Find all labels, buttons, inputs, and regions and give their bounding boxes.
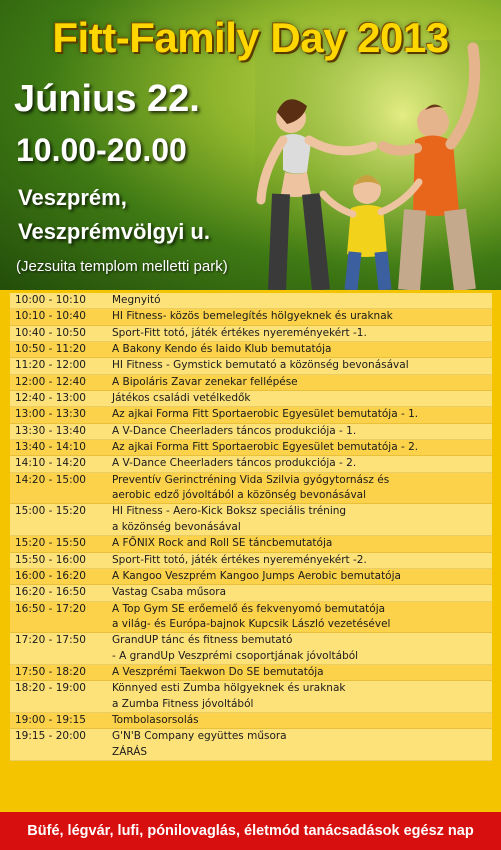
schedule-time: 16:50 - 17:20 xyxy=(15,602,86,615)
schedule-row xyxy=(10,326,492,342)
schedule-time: 13:40 - 14:10 xyxy=(15,441,86,454)
hero-banner xyxy=(0,0,501,290)
schedule-event: A FŐNIX Rock and Roll SE táncbemutatója xyxy=(112,537,333,550)
schedule-time: 15:20 - 15:50 xyxy=(15,537,86,550)
schedule-event: HI Fitness- közös bemelegítés hölgyeknek és uraknak xyxy=(112,310,393,323)
schedule-time: 15:50 - 16:00 xyxy=(15,553,86,566)
schedule-event: Az ajkai Forma Fitt Sportaerobic Egyesület bemutatója - 1. xyxy=(112,408,419,421)
schedule-row xyxy=(10,536,492,552)
schedule-row xyxy=(10,358,492,374)
schedule-event: Tombolasorsolás xyxy=(112,713,199,726)
footer-text: Büfé, légvár, lufi, pónilovaglás, életmód tanácsadások egész nap xyxy=(27,823,474,839)
schedule-event: Játékos családi vetélkedők xyxy=(112,392,251,405)
schedule-time: 16:00 - 16:20 xyxy=(15,569,86,582)
schedule-event: Az ajkai Forma Fitt Sportaerobic Egyesület bemutatója - 2. xyxy=(112,441,419,454)
schedule-event: A V-Dance Cheerladers táncos produkciója - 2. xyxy=(112,457,357,470)
schedule-event: A Top Gym SE erőemelő és fekvenyomó bemutatója a világ- és Európa-bajnok Kupcsik László vezetésével xyxy=(112,602,391,630)
schedule-event: Vastag Csaba műsora xyxy=(112,586,227,599)
schedule-time: 11:20 - 12:00 xyxy=(15,359,86,372)
schedule-time: 10:10 - 10:40 xyxy=(15,310,86,323)
schedule-event: A Kangoo Veszprém Kangoo Jumps Aerobic bemutatója xyxy=(112,569,401,582)
schedule-row xyxy=(10,375,492,391)
schedule-row xyxy=(10,681,492,713)
schedule-event: G'N'B Company együttes műsora ZÁRÁS xyxy=(112,730,287,758)
schedule-time: 15:00 - 15:20 xyxy=(15,505,86,518)
schedule-row xyxy=(10,602,492,634)
schedule-event: A Veszprémi Taekwon Do SE bemutatója xyxy=(112,665,324,678)
schedule-row xyxy=(10,293,492,309)
schedule-time: 10:40 - 10:50 xyxy=(15,326,86,339)
schedule-row xyxy=(10,504,492,536)
schedule-row xyxy=(10,456,492,472)
schedule-row xyxy=(10,309,492,325)
schedule-time: 17:50 - 18:20 xyxy=(15,665,86,678)
schedule-table xyxy=(10,293,492,761)
schedule-time: 10:50 - 11:20 xyxy=(15,343,86,356)
schedule-row xyxy=(10,407,492,423)
family-photo xyxy=(255,40,501,290)
schedule-time: 12:00 - 12:40 xyxy=(15,375,86,388)
schedule-event: Könnyed esti Zumba hölgyeknek és uraknak a Zumba Fitness jóvoltából xyxy=(112,682,346,710)
location-note: (Jezsuita templom melletti park) xyxy=(16,258,228,275)
schedule-time: 18:20 - 19:00 xyxy=(15,682,86,695)
schedule-time: 19:15 - 20:00 xyxy=(15,730,86,743)
event-time: 10.00-20.00 xyxy=(16,132,187,168)
schedule-event: Sport-Fitt totó, játék értékes nyereményekért -2. xyxy=(112,553,367,566)
schedule-event: A V-Dance Cheerladers táncos produkciója - 1. xyxy=(112,424,357,437)
schedule-row xyxy=(10,440,492,456)
schedule-time: 17:20 - 17:50 xyxy=(15,634,86,647)
schedule-event: Megnyitó xyxy=(112,294,161,306)
schedule-row xyxy=(10,569,492,585)
schedule-row xyxy=(10,391,492,407)
schedule-row xyxy=(10,473,492,505)
schedule-event: Preventív Gerinctréning Vida Szilvia gyógytornász és aerobic edző jóvoltából a közönség bevonásával xyxy=(112,473,390,502)
schedule-row xyxy=(10,633,492,665)
event-title: Fitt-Family Day 2013 xyxy=(52,14,449,61)
schedule-event: HI Fitness - Gymstick bemutató a közönség bevonásával xyxy=(112,359,409,372)
schedule-row xyxy=(10,585,492,601)
schedule-time: 14:20 - 15:00 xyxy=(15,473,86,486)
event-city: Veszprém, xyxy=(18,185,127,210)
schedule-time: 13:00 - 13:30 xyxy=(15,408,86,421)
event-street: Veszprémvölgyi u. xyxy=(18,219,210,244)
schedule-event: A Bipoláris Zavar zenekar fellépése xyxy=(112,375,298,388)
schedule-event: GrandUP tánc és fitness bemutató - A grandUp Veszprémi csoportjának jóvoltából xyxy=(112,634,359,662)
schedule-time: 14:10 - 14:20 xyxy=(15,457,86,470)
schedule-time: 12:40 - 13:00 xyxy=(15,392,86,405)
schedule-time: 19:00 - 19:15 xyxy=(15,713,86,726)
schedule-time: 16:20 - 16:50 xyxy=(15,586,86,599)
schedule-row xyxy=(10,729,492,761)
schedule-event: HI Fitness - Aero-Kick Boksz speciális tréning a közönség bevonásával xyxy=(112,505,347,533)
schedule-event: Sport-Fitt totó, játék értékes nyereményekért -1. xyxy=(112,326,367,339)
schedule-event: A Bakony Kendo és Iaido Klub bemutatója xyxy=(112,343,332,356)
schedule-row xyxy=(10,713,492,729)
footer-banner xyxy=(0,812,501,850)
schedule-row xyxy=(10,553,492,569)
schedule-time: 10:00 - 10:10 xyxy=(15,294,86,306)
schedule-row xyxy=(10,665,492,681)
event-date: Június 22. xyxy=(14,78,200,120)
schedule-row xyxy=(10,424,492,440)
schedule-time: 13:30 - 13:40 xyxy=(15,424,86,437)
schedule-row xyxy=(10,342,492,358)
